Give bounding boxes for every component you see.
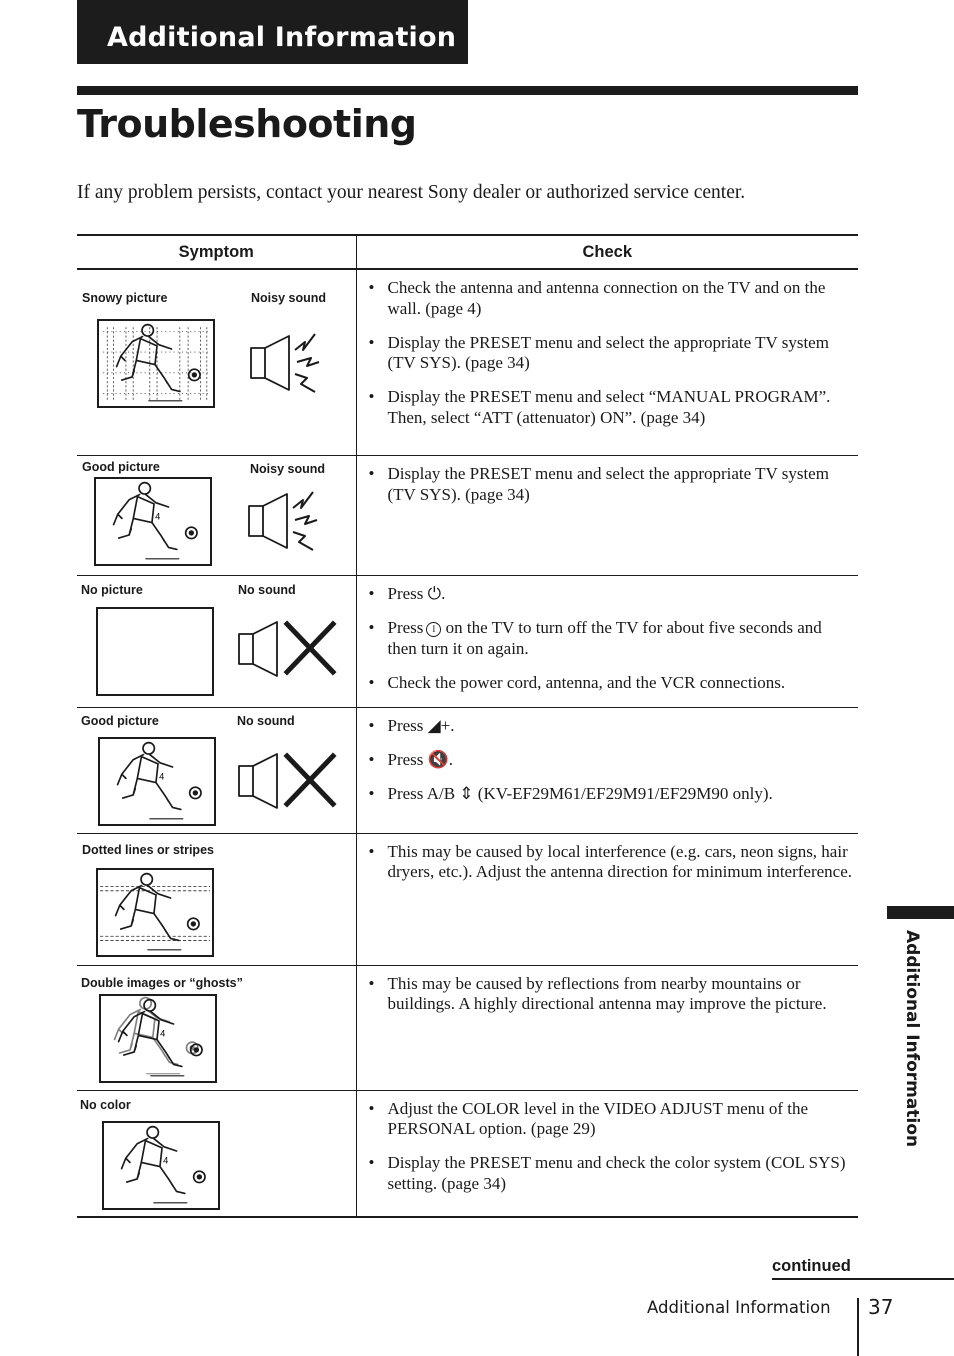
sound-label: No sound xyxy=(238,583,296,597)
snowy-picture-illustration xyxy=(97,319,215,408)
check-item: • Display the PRESET menu and check the color system (COL SYS) setting. (page 34) xyxy=(367,1153,855,1194)
picture-label: Good picture xyxy=(82,460,160,474)
check-item: • Press ◢+. xyxy=(367,716,855,737)
picture-label: Double images or “ghosts” xyxy=(81,975,243,990)
table-row xyxy=(77,269,858,456)
ghost-picture-illustration xyxy=(99,994,217,1083)
check-item: • Check the power cord, antenna, and the VCR connections. xyxy=(367,673,855,694)
check-item: • Press 🔇. xyxy=(367,750,855,771)
check-list xyxy=(357,1091,859,1195)
svg-text:4: 4 xyxy=(160,1027,166,1038)
muted-speaker-icon xyxy=(235,748,340,819)
check-item: • Display the PRESET menu and select the appropriate TV system (TV SYS). (page 34) xyxy=(367,464,855,505)
noisy-speaker-icon xyxy=(245,486,327,563)
sound-label: No sound xyxy=(237,713,295,728)
check-list xyxy=(357,456,859,505)
check-list xyxy=(357,708,859,805)
section-tab xyxy=(77,0,468,64)
page-title: Troubleshooting xyxy=(77,102,417,146)
no-color-picture-illustration xyxy=(102,1121,220,1210)
picture-label: Snowy picture xyxy=(82,291,168,305)
svg-text:4: 4 xyxy=(163,1154,169,1165)
good-picture-illustration xyxy=(94,477,212,566)
symptom-header: Symptom xyxy=(77,235,356,269)
check-item: • Check the antenna and antenna connection on the TV and on the wall. (page 4) xyxy=(367,278,855,319)
table-row xyxy=(77,707,858,833)
footer-divider xyxy=(857,1298,859,1356)
continued-rule xyxy=(772,1278,954,1280)
table-row xyxy=(77,576,858,708)
check-item: • Press ⏻. xyxy=(367,584,855,605)
check-item: • Display the PRESET menu and select “MANUAL PROGRAM”. Then, select “ATT (attenuator) ON”. (page 34) xyxy=(367,387,855,428)
check-list xyxy=(357,576,859,693)
side-tab-bar xyxy=(887,906,954,919)
check-item: • Display the PRESET menu and select the appropriate TV system (TV SYS). (page 34) xyxy=(367,333,855,374)
intro-text: If any problem persists, contact your nearest Sony dealer or authorized service center. xyxy=(77,182,746,203)
troubleshooting-table xyxy=(77,234,858,1218)
check-list xyxy=(357,270,859,428)
blank-picture-illustration xyxy=(96,607,214,696)
table-row xyxy=(77,1090,858,1217)
footer-section-name: Additional Information xyxy=(647,1298,831,1317)
section-tab-label: Additional Information xyxy=(107,22,457,53)
picture-label: No picture xyxy=(81,583,143,597)
check-list xyxy=(357,966,859,1015)
check-header: Check xyxy=(356,235,858,269)
check-item: • This may be caused by reflections from nearby mountains or buildings. A highly directional antenna may improve the picture. xyxy=(367,974,855,1015)
page-number: 37 xyxy=(868,1295,894,1319)
svg-text:4: 4 xyxy=(159,770,165,781)
table-row xyxy=(77,456,858,576)
striped-picture-illustration xyxy=(96,868,214,957)
check-item: • Press A/B ⇕ (KV-EF29M61/EF29M91/EF29M90 only). xyxy=(367,784,855,805)
table-row xyxy=(77,833,858,965)
good-picture-illustration xyxy=(98,737,216,826)
picture-label: No color xyxy=(80,1097,131,1112)
muted-speaker-icon xyxy=(235,616,340,687)
title-rule xyxy=(77,86,858,95)
noisy-speaker-icon xyxy=(247,328,329,405)
check-item: • Adjust the COLOR level in the VIDEO ADJUST menu of the PERSONAL option. (page 29) xyxy=(367,1099,855,1140)
check-item: • Press I on the TV to turn off the TV for about five seconds and then turn it on again. xyxy=(367,618,855,659)
table-row xyxy=(77,965,858,1090)
picture-label: Good picture xyxy=(81,713,159,728)
sound-label: Noisy sound xyxy=(251,291,327,305)
picture-label: Dotted lines or stripes xyxy=(82,842,214,857)
check-item: • This may be caused by local interference (e.g. cars, neon signs, hair dryers, etc.). Adjust the antenna direction for minimum interference. xyxy=(367,842,855,883)
continued-label: continued xyxy=(772,1257,851,1275)
side-section-label: Additional Information xyxy=(902,930,922,1148)
power-button-icon: I xyxy=(426,622,441,637)
sound-label: Noisy sound xyxy=(250,462,326,476)
svg-text:4: 4 xyxy=(155,511,161,522)
check-list xyxy=(357,834,859,883)
